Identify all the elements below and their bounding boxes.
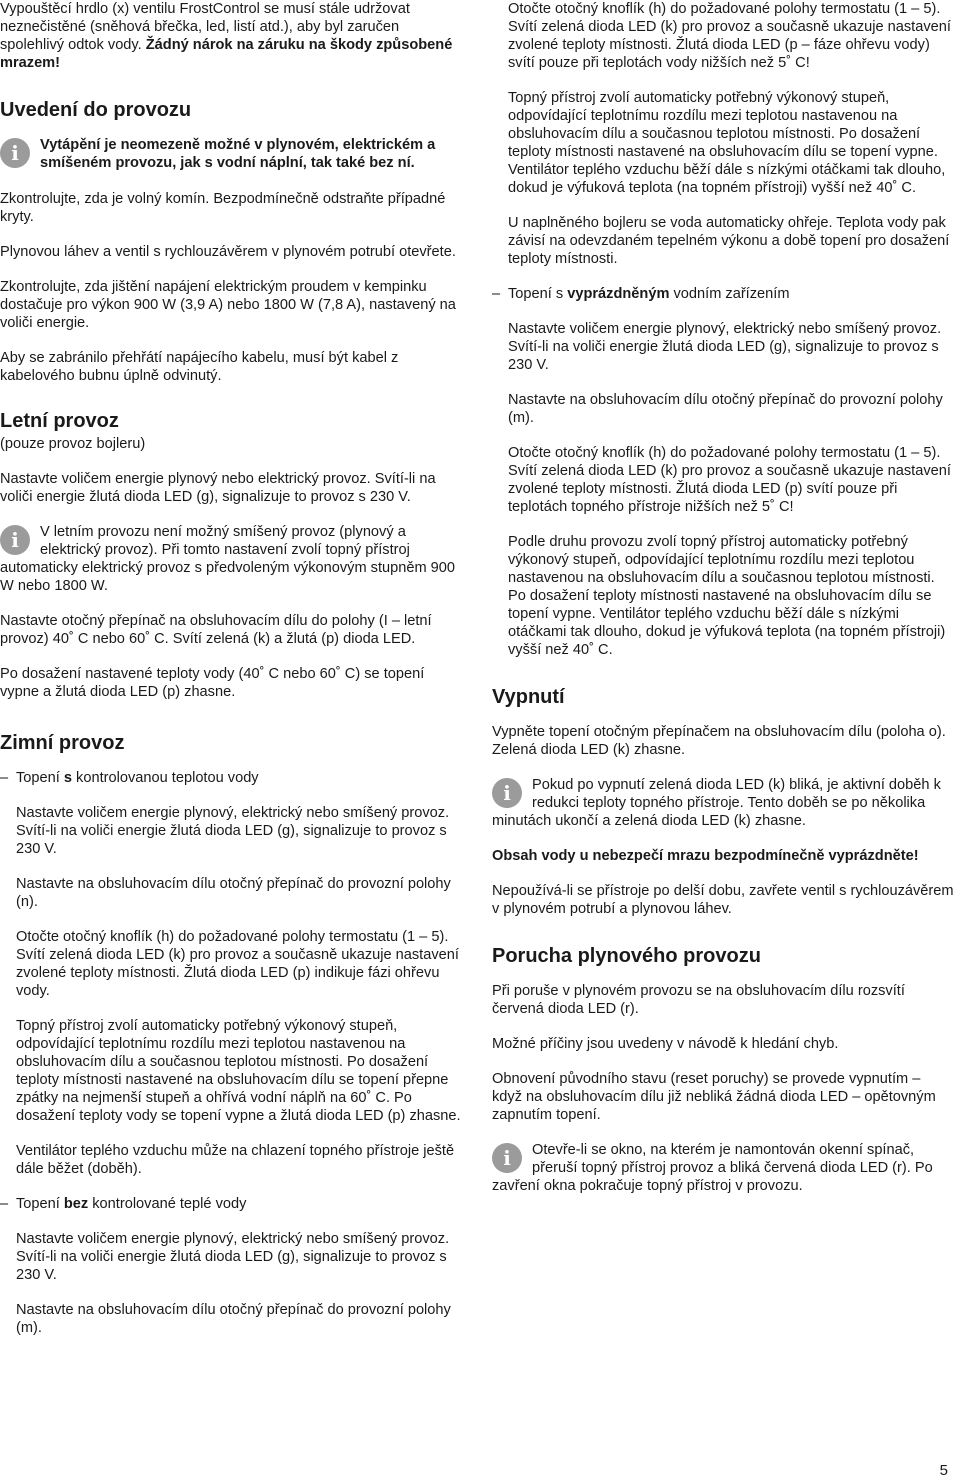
info-icon: i xyxy=(0,525,30,555)
paragraph: Nastavte otočný přepínač na obsluhovacím dílu do polohy (I – letní provoz) 40˚ C nebo 60˚ C. Svítí zelená (k) a žlutá (p) dioda LED. xyxy=(0,613,432,647)
paragraph: Nastavte voličem energie plynový, elektrický nebo smíšený provoz. Svítí-li na voliči energie žlutá dioda LED (g), signalizuje to provoz s 230 V. xyxy=(16,805,450,857)
paragraph: Po dosažení nastavené teploty vody (40˚ C nebo 60˚ C) se topení vypne a žlutá dioda LED (p) zhasne. xyxy=(0,666,425,700)
paragraph: Plynovou láhev a ventil s rychlouzávěrem v plynovém potrubí otevřete. xyxy=(0,244,456,260)
paragraph: Vypněte topení otočným přepínačem na obsluhovacím dílu (poloha o). Zelená dioda LED (k) zhasne. xyxy=(492,724,946,758)
paragraph: Otočte otočný knoflík (h) do požadované polohy termostatu (1 – 5). Svítí zelená dioda LED (k) pro provoz a současně ukazuje nastavení zvolené teploty místnosti. Žlutá dioda LED (p) svítí pouze při teplotách topného přístroje nižších než 5˚ C! xyxy=(508,445,951,515)
paragraph: Nastavte voličem energie plynový nebo elektrický provoz. Svítí-li na voliči energie žlutá dioda LED (g), signalizuje to provoz s 230 V. xyxy=(0,471,436,505)
paragraph: Při poruše v plynovém provozu se na obsluhovacím dílu rozsvítí červená dioda LED (r). xyxy=(492,983,905,1017)
paragraph: Zkontrolujte, zda je volný komín. Bezpodmínečně odstraňte případné kryty. xyxy=(0,191,446,225)
section-title-uvedeni: Uvedení do provozu xyxy=(0,99,192,121)
section-title-zimni: Zimní provoz xyxy=(0,732,125,754)
section-title-letni: Letní provoz xyxy=(0,410,119,432)
paragraph: Nastavte na obsluhovacím dílu otočný přepínač do provozní polohy (m). xyxy=(16,1302,451,1336)
paragraph: Možné příčiny jsou uvedeny v návodě k hledání chyb. xyxy=(492,1036,839,1052)
list-item: – Topení s vyprázdněným vodním zařízením xyxy=(492,286,790,302)
info-note-uvedeni: i Vytápění je neomezeně možné v plynovém, elektrickém a smíšeném provozu, jak s vodní náplní, tak také bez ní. xyxy=(0,136,462,172)
paragraph: Aby se zabránilo přehřátí napájecího kabelu, musí být kabel z kabelového bubnu úplně odvinutý. xyxy=(0,350,399,384)
paragraph: U naplněného bojleru se voda automaticky ohřeje. Teplota vody pak závisí na odevzdaném tepelném výkonu a době topení pro dosažení teploty místnosti. xyxy=(508,215,950,267)
paragraph: Topný přístroj zvolí automaticky potřebný výkonový stupeň, odpovídající teplotnímu rozdílu mezi teplotou nastavenou na obsluhovacím dílu a současnou teplotou místnosti. Po dosažení teploty místnosti nastavené na obsluhovacím dílu se topení přepne zpátky na nejmenší stupeň a ohřívá vodní náplň na 60˚ C. Po dosažení teploty vody se topení vypne a žlutá dioda LED (p) zhasne. xyxy=(16,1018,461,1124)
list-item: – Topení s kontrolovanou teplotou vody xyxy=(0,770,259,786)
paragraph: Otočte otočný knoflík (h) do požadované polohy termostatu (1 – 5). Svítí zelená dioda LED (k) pro provoz a současně ukazuje nastavení zvolené teploty místnosti. Žlutá dioda LED (p) indikuje fázi ohřevu vody. xyxy=(16,929,459,999)
info-note-porucha: i Otevře-li se okno, na kterém je namontován okenní spínač, přeruší topný přístroj provoz a bliká červená dioda LED (r). Po zavření okna pokračuje topný přístroj v provozu. xyxy=(492,1142,933,1194)
paragraph: Nepoužívá-li se přístroje po delší dobu, zavřete ventil s rychlouzávěrem v plynovém potrubí a plynovou láhev. xyxy=(492,883,954,917)
paragraph: Topný přístroj zvolí automaticky potřebný výkonový stupeň, odpovídající teplotnímu rozdílu mezi teplotou nastavenou na obsluhovacím dílu a současnou teplotou místnosti. Po dosažení teploty místnosti nastavené na obsluhovacím dílu se topení vypne. Ventilátor teplého vzduchu běží dále s nízkými otáčkami tak dlouho, dokud je výfuková teplota (na topném přístroji) vyšší než 40˚ C. xyxy=(508,90,946,196)
section-subtitle-letni: (pouze provoz bojleru) xyxy=(0,436,146,452)
paragraph: Podle druhu provozu zvolí topný přístroj automaticky potřebný výkonový stupeň, odpovídající teplotnímu rozdílu mezi teplotou nastavenou na obsluhovacím dílu a současnou teplotou místnosti. Po dosažení teploty místnosti nastavené na obsluhovacím dílu se topení vypne. Ventilátor teplého vzduchu běží dále s nízkými otáčkami tak dlouho, dokud je výfuková teplota (na topném přístroji) vyšší než 40˚ C. xyxy=(508,534,946,658)
page-number: 5 xyxy=(939,1462,948,1479)
paragraph: Otočte otočný knoflík (h) do požadované polohy termostatu (1 – 5). Svítí zelená dioda LED (k) pro provoz a současně ukazuje nastavení zvolené teploty místnosti. Žlutá dioda LED (p – fáze ohřevu vody) svítí pouze při teplotách vody nižších než 5˚ C! xyxy=(508,1,951,71)
paragraph: Nastavte voličem energie plynový, elektrický nebo smíšený provoz. Svítí-li na voliči energie žlutá dioda LED (g), signalizuje to provoz s 230 V. xyxy=(16,1231,450,1283)
left-column xyxy=(0,0,462,1354)
paragraph: Ventilátor teplého vzduchu může na chlazení topného přístroje ještě dále běžet (doběh). xyxy=(16,1143,455,1177)
info-icon: i xyxy=(492,1143,522,1173)
intro-paragraph: Vypouštěcí hrdlo (x) ventilu FrostControl se musí stále udržovat neznečistěné (sněhová břečka, led, listí atd.), aby byl zaručen spolehlivý odtok vody. Žádný nárok na záruku na škody způsobené mrazem! xyxy=(0,1,453,71)
right-column xyxy=(492,0,954,1212)
section-title-vypnuti: Vypnutí xyxy=(492,686,565,708)
paragraph: Obnovení původního stavu (reset poruchy) se provede vypnutím – když na obsluhovacím dílu již nebliká žádná dioda LED – opětovným zapnutím topení. xyxy=(492,1071,936,1123)
section-title-porucha: Porucha plynového provozu xyxy=(492,945,761,967)
list-item: – Topení bez kontrolované teplé vody xyxy=(0,1196,247,1212)
info-icon: i xyxy=(0,138,30,168)
info-note-letni: i V letním provozu není možný smíšený provoz (plynový a elektrický provoz). Při tomto nastavení zvolí topný přístroj automaticky elektrický provoz s předvoleným výkonovým stupněm 900 W nebo 1800 W. xyxy=(0,524,456,594)
paragraph: Nastavte na obsluhovacím dílu otočný přepínač do provozní polohy (n). xyxy=(16,876,451,910)
paragraph: Nastavte na obsluhovacím dílu otočný přepínač do provozní polohy (m). xyxy=(508,392,943,426)
warning-text: Obsah vody u nebezpečí mrazu bezpodmínečně vyprázdněte! xyxy=(492,848,919,864)
paragraph: Nastavte voličem energie plynový, elektrický nebo smíšený provoz. Svítí-li na voliči energie žlutá dioda LED (g), signalizuje to provoz s 230 V. xyxy=(508,321,942,373)
paragraph: Zkontrolujte, zda jištění napájení elektrickým proudem v kempinku dostačuje pro výkon 900 W (3,9 A) nebo 1800 W (7,8 A), nastavený na voliči energie. xyxy=(0,279,456,331)
info-icon: i xyxy=(492,778,522,808)
info-note-vypnuti: i Pokud po vypnutí zelená dioda LED (k) bliká, je aktivní doběh k redukci teploty topného přístroje. Tento doběh se po několika minutách ukončí a zelená dioda LED (k) zhasne. xyxy=(492,777,941,829)
